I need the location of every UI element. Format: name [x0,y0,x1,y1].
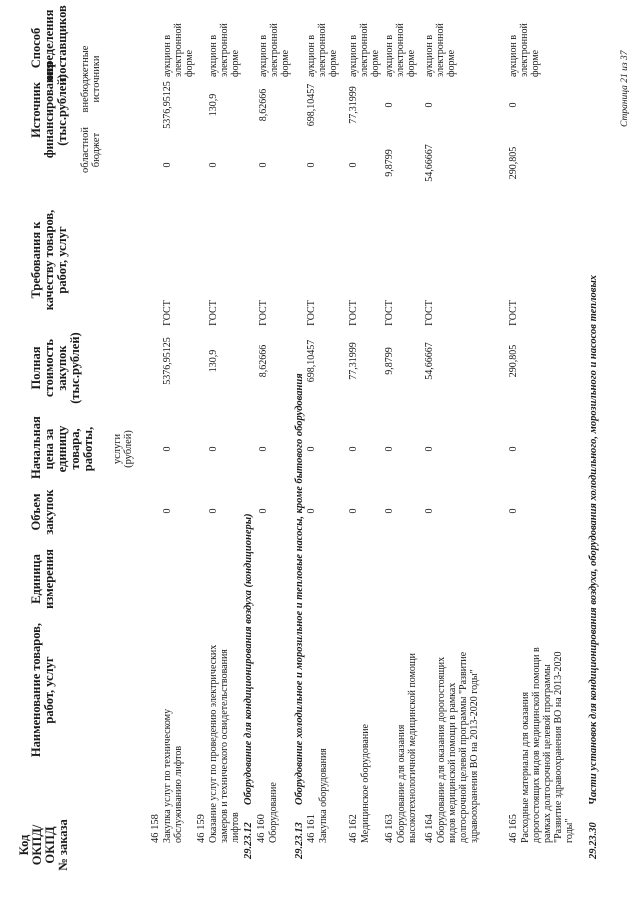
row-price: 0 [348,446,359,452]
row-requirements: ГОСТ [258,300,269,326]
row-regional: 9,8799 [384,149,395,177]
row-price: 0 [424,446,435,452]
section-code: 29.23.30 [588,822,599,859]
row-method: аукцион в электронной форме [162,23,195,77]
row-number: 46 158 [150,814,161,843]
row-regional: 0 [208,162,219,168]
header-funding-regional: областной бюджет [80,127,102,173]
row-price: 0 [258,446,269,452]
row-cost: 9,8799 [384,347,395,375]
row-price: 0 [162,446,173,452]
row-cost: 77,31999 [348,342,359,380]
row-requirements: ГОСТ [162,300,173,326]
row-name: Оказание услуг по проведению электрических замеров и технического освидетельствования лифтов [208,644,241,843]
row-number: 46 159 [196,814,207,843]
row-requirements: ГОСТ [208,300,219,326]
row-volume: 0 [424,508,435,514]
header-code-line: ОКПД [43,826,57,864]
row-regional: 0 [162,162,173,168]
row-requirements: ГОСТ [384,300,395,326]
row-volume: 0 [384,508,395,514]
row-number: 46 165 [508,814,519,843]
header-code [18,805,70,885]
header-code-line: ОКПД/ [30,824,44,866]
row-regional: 0 [348,162,359,168]
row-number: 46 164 [424,814,435,843]
page-number-label: Страница 21 из 37 [620,50,630,127]
row-regional: 54,66667 [424,144,435,182]
row-method: аукцион в электронной форме [258,23,291,77]
header-volume: Объем закупок [29,489,56,535]
row-cost: 5376,95125 [162,337,173,385]
row-number: 46 162 [348,814,359,843]
row-offbudget: 8,62666 [258,88,269,122]
row-volume: 0 [208,508,219,514]
row-requirements: ГОСТ [508,300,519,326]
row-method: аукцион в электронной форме [384,23,417,77]
row-regional: 290,805 [508,146,519,180]
row-method: аукцион в электронной форме [348,23,381,77]
row-name: Медицинское оборудование [360,724,371,843]
row-regional: 0 [306,162,317,168]
header-unit: Единица измерения [29,549,56,609]
header-full-cost: Полная стоимость закупок (тыс.рублей) [29,332,82,404]
row-volume: 0 [348,508,359,514]
header-code-line: Код [17,834,31,856]
row-cost: 54,66667 [424,342,435,380]
row-number: 46 160 [256,814,267,843]
row-offbudget: 0 [508,102,519,108]
section-code: 29.23.13 [294,822,305,859]
row-name: Оборудование [268,782,279,843]
section-code: 29.23.12 [243,822,254,859]
row-offbudget: 130,9 [208,93,219,117]
header-code-line: № заказа [56,819,70,871]
row-cost: 8,62666 [258,344,269,378]
row-offbudget: 0 [424,102,435,108]
header-name: Наименование товаров, работ, услуг [29,622,56,758]
section-title: Оборудование для кондиционирования воздуха (кондиционеры) [243,513,254,805]
header-init-price-unit: услуги (рублей) [112,430,134,468]
row-cost: 290,805 [508,344,519,378]
section-title: Части установок для кондиционирования воздуха, оборудования холодильного, морозильного и насосов тепловых [588,275,599,805]
header-init-price: Начальная цена за единицу товара, работы, [29,416,95,479]
row-requirements: ГОСТ [348,300,359,326]
row-price: 0 [306,446,317,452]
row-name: Закупка услуг по техническому обслуживанию лифтов [162,708,184,843]
row-method: аукцион в электронной форме [306,23,339,77]
row-number: 46 163 [384,814,395,843]
row-name: Расходные материалы для оказания дорогостоящих видов медицинской помощи в рамках долгосрочной целевой программы "Развитие здравоохранения ВО на 2013-2020 годы" [520,647,575,843]
row-volume: 0 [508,508,519,514]
header-funding-offbudget: внебюджетные источники [80,45,102,113]
row-regional: 0 [258,162,269,168]
header-funding: Источник финансирования (тыс.рублей) [29,61,69,159]
row-price: 0 [384,446,395,452]
row-name: Закупка оборудования [318,748,329,843]
section-title: Оборудование холодильное и морозильное и тепловые насосы, кроме бытового оборудования [294,373,305,805]
row-price: 0 [508,446,519,452]
row-cost: 698,10457 [306,339,317,383]
row-volume: 0 [162,508,173,514]
row-name: Оборудование для оказания дорогостоящих видов медицинской помощи в рамках долгосрочной целевой программы "Развитие здравоохранения ВО на 2013-2020 годы" [436,651,480,843]
row-offbudget: 5376,95125 [162,81,173,129]
row-offbudget: 0 [384,102,395,108]
row-cost: 130,9 [208,349,219,373]
row-name: Оборудование для оказания высокотехнологичной медицинской помощи [396,653,418,843]
row-requirements: ГОСТ [306,300,317,326]
row-method: аукцион в электронной форме [424,23,457,77]
header-requirements: Требования к качеству товаров, работ, услуг [29,209,69,311]
row-number: 46 161 [306,814,317,843]
row-price: 0 [208,446,219,452]
row-volume: 0 [306,508,317,514]
row-method: аукцион в электронной форме [508,23,541,77]
row-method: аукцион в электронной форме [208,23,241,77]
row-volume: 0 [258,508,269,514]
row-offbudget: 698,10457 [306,83,317,127]
row-requirements: ГОСТ [424,300,435,326]
row-offbudget: 77,31999 [348,86,359,124]
header-method: Способ определения поставщиков [29,5,69,81]
